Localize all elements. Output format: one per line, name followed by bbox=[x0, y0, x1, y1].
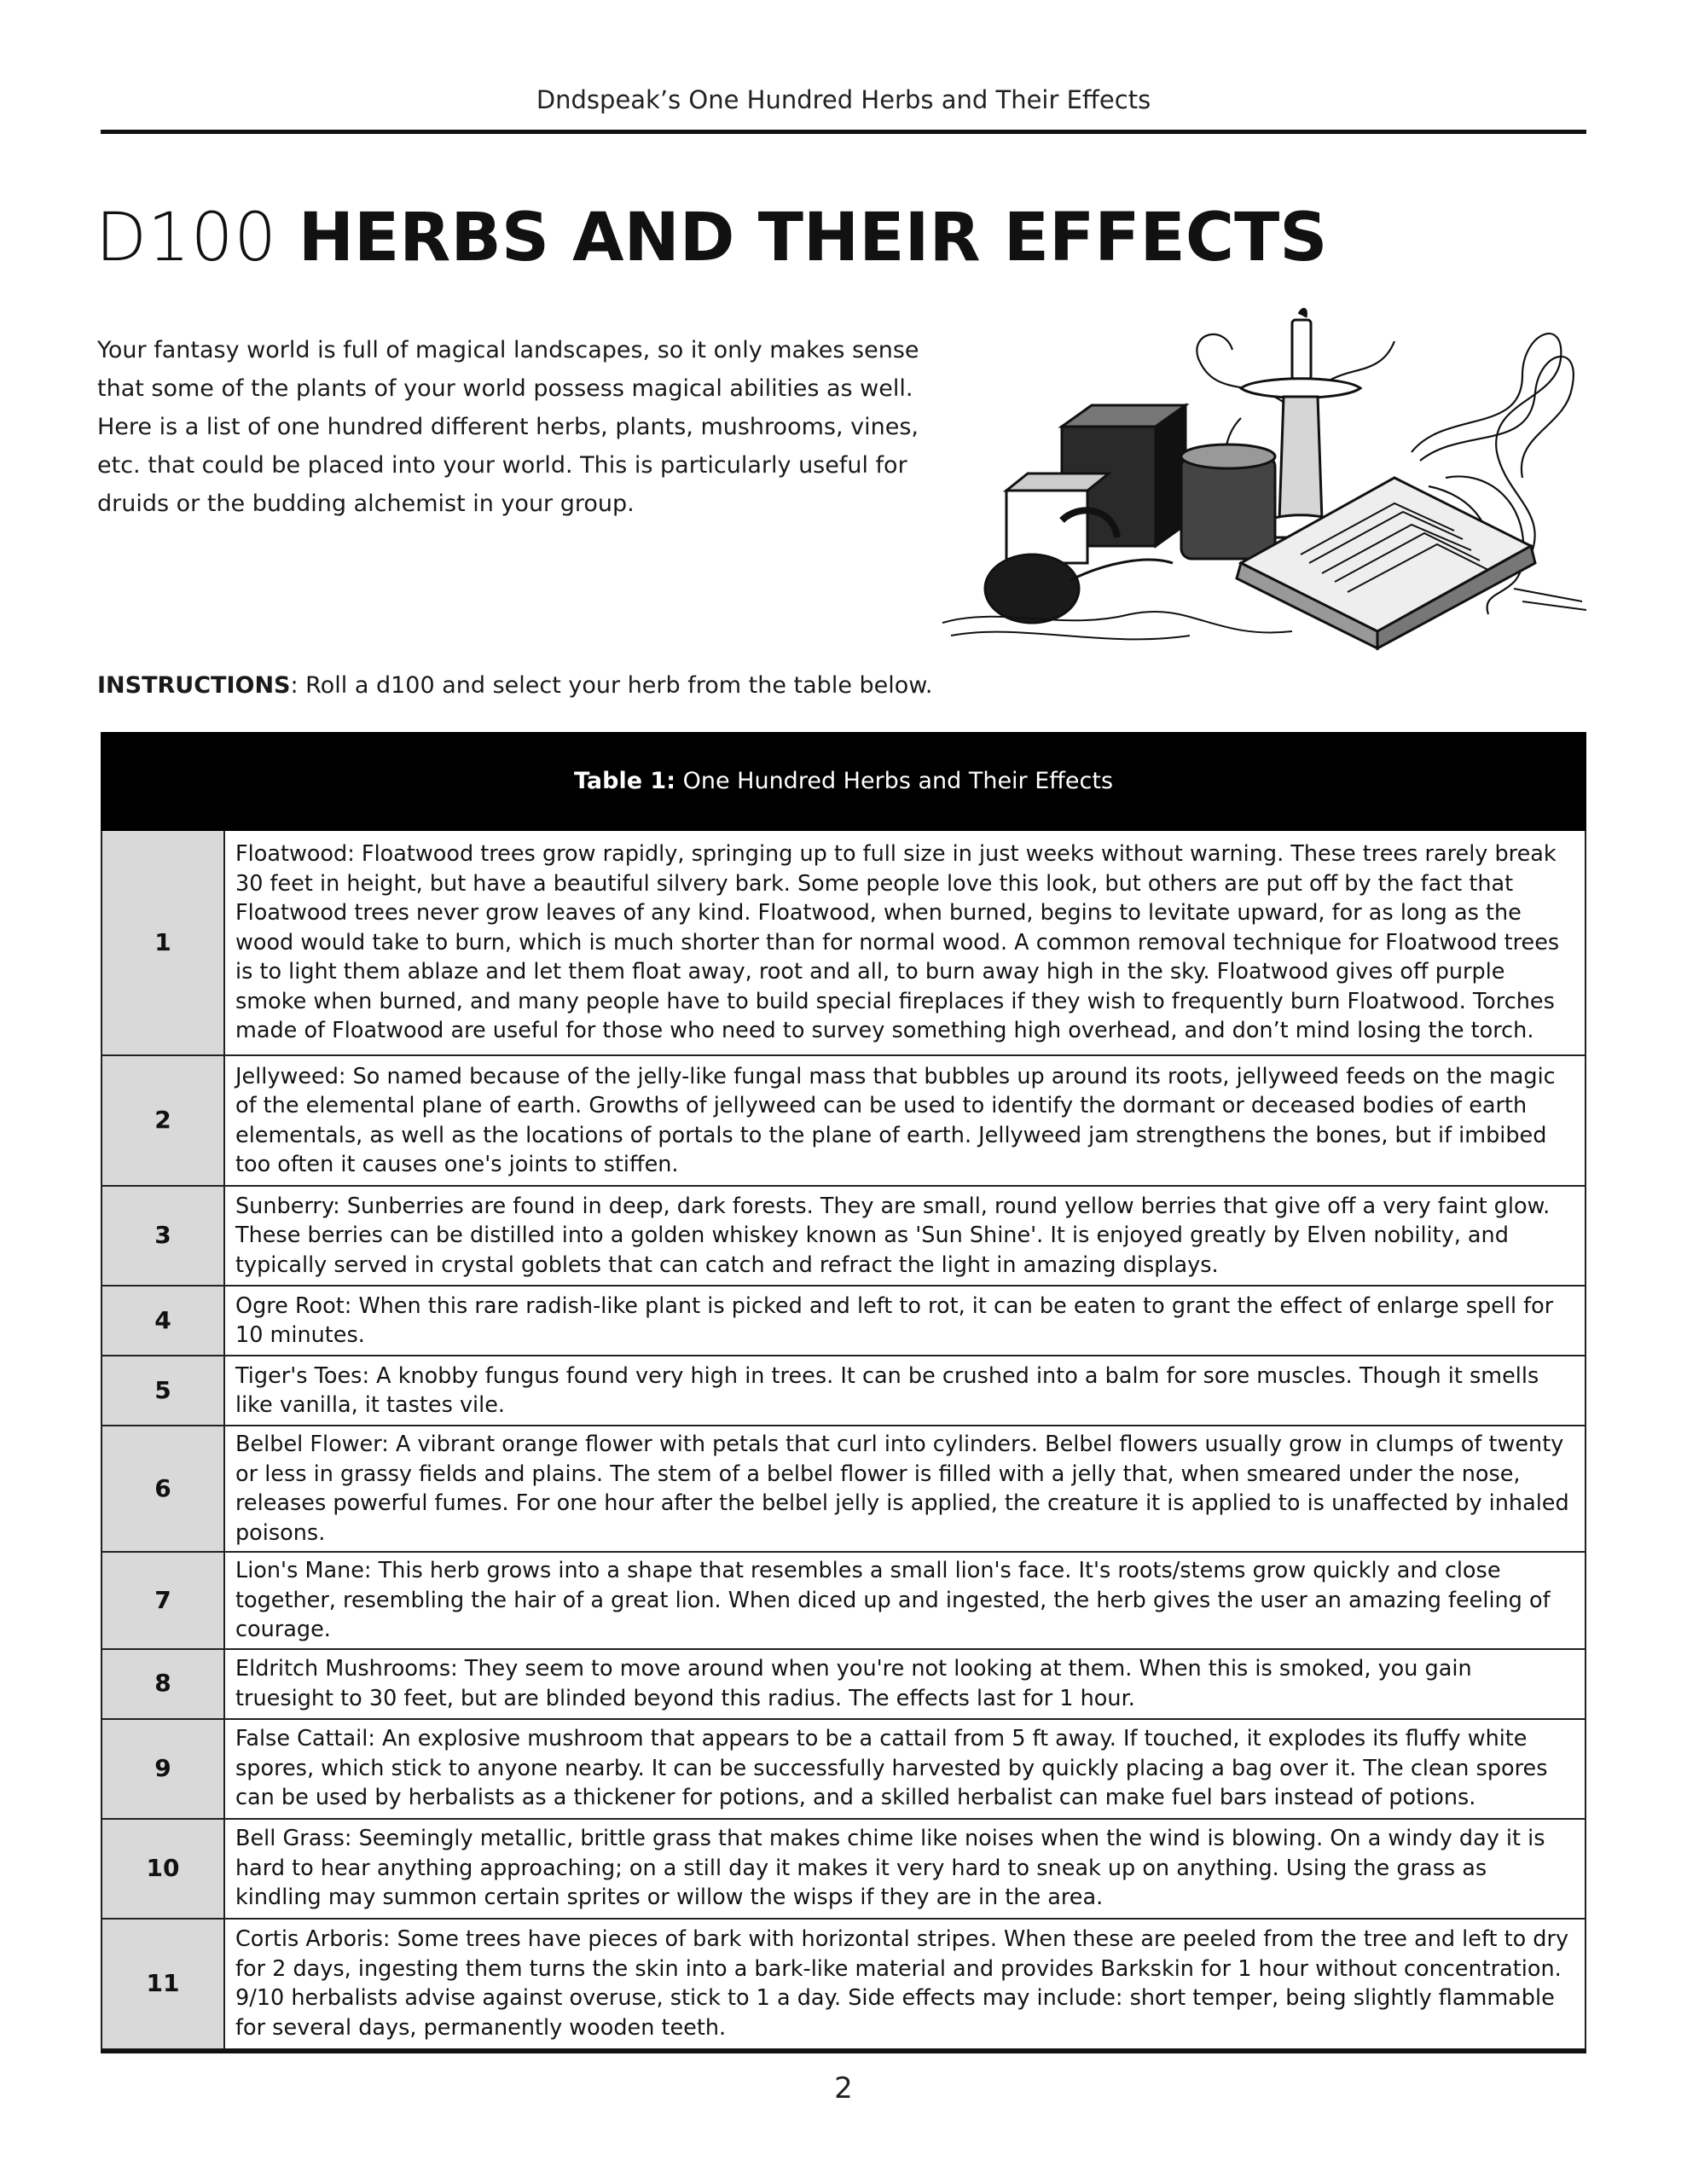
herb-description: Jellyweed: So named because of the jelly-like fungal mass that bubbles up around its roots, jellyweed feeds on the magic of the elemental plane of earth. Growths of jellyweed can be used to identify the dormant or deceased bodies of earth elementals, as well as the locations of portals to the plane of earth. Jellyweed jam strengthens the bones, but if imbibed too often it causes one's joints to stiffen. bbox=[224, 1055, 1586, 1186]
roll-number: 6 bbox=[101, 1426, 224, 1552]
herb-description: Ogre Root: When this rare radish-like plant is picked and left to rot, it can be eaten to grant the effect of enlarge spell for 10 minutes. bbox=[224, 1286, 1586, 1356]
table-row bbox=[101, 1356, 1586, 1426]
footer-rule bbox=[101, 2049, 1586, 2053]
table-row bbox=[101, 1055, 1586, 1186]
herb-description: Tiger's Toes: A knobby fungus found very high in trees. It can be crushed into a balm for sore muscles. Though it smells like vanilla, it tastes vile. bbox=[224, 1356, 1586, 1426]
table-header-row bbox=[101, 733, 1586, 830]
instructions-label: INSTRUCTIONS bbox=[97, 672, 291, 699]
table-row bbox=[101, 1919, 1586, 2049]
roll-number: 11 bbox=[101, 1919, 224, 2049]
intro-paragraph: Your fantasy world is full of magical landscapes, so it only makes sense that some of the plants of your world possess magical abilities as well. Here is a list of one hundred different herbs, plants, mushrooms, vines, etc. that could be placed into your world. This is particularly useful for druids or the budding alchemist in your group. bbox=[97, 337, 919, 517]
roll-number: 10 bbox=[101, 1819, 224, 1919]
roll-number: 8 bbox=[101, 1649, 224, 1719]
roll-number: 7 bbox=[101, 1552, 224, 1649]
herb-description: Bell Grass: Seemingly metallic, brittle grass that makes chime like noises when the wind is blowing. On a windy day it is hard to hear anything approaching; on a still day it makes it very hard to sneak up on anything. Using the grass as kindling may summon certain sprites or willow the wisps if they are in the area. bbox=[224, 1819, 1586, 1919]
table-row bbox=[101, 1719, 1586, 1819]
herb-description: Lion's Mane: This herb grows into a shape that resembles a small lion's face. It's roots/stems grow quickly and close together, resembling the hair of a great lion. When diced up and ingested, the herb gives the user an amazing feeling of courage. bbox=[224, 1552, 1586, 1649]
roll-number: 4 bbox=[101, 1286, 224, 1356]
table-caption-text: One Hundred Herbs and Their Effects bbox=[675, 767, 1114, 794]
herb-description: Cortis Arboris: Some trees have pieces of bark with horizontal stripes. When these are peeled from the tree and left to dry for 2 days, ingesting them turns the skin into a bark-like material and provides Barkskin for 1 hour without concentration. 9/10 herbalists advise against overuse, stick to 1 a day. Side effects may include: short temper, being slightly flammable for several days, permanently wooden teeth. bbox=[224, 1919, 1586, 2049]
instructions bbox=[97, 672, 932, 699]
page-title-main: HERBS AND THEIR EFFECTS bbox=[298, 200, 1328, 276]
roll-number: 5 bbox=[101, 1356, 224, 1426]
table-row bbox=[101, 830, 1586, 1055]
table-row bbox=[101, 1426, 1586, 1552]
herbs-table bbox=[101, 732, 1586, 2050]
page-title bbox=[96, 200, 1328, 276]
herb-description: Floatwood: Floatwood trees grow rapidly, springing up to full size in just weeks without warning. These trees rarely break 30 feet in height, but have a beautiful silvery bark. Some people love this look, but others are put off by the fact that Floatwood trees never grow leaves of any kind. Floatwood, when burned, begins to levitate upward, for as long as the wood would take to burn, which is much shorter than for normal wood. A common removal technique for Floatwood trees is to light them ablaze and let them float away, root and all, to burn away high in the sky. Floatwood gives off purple smoke when burned, and many people have to build special fireplaces if they wish to frequently burn Floatwood. Torches made of Floatwood are useful for those who need to survey something high overhead, and don’t mind losing the torch. bbox=[224, 830, 1586, 1055]
table-row bbox=[101, 1286, 1586, 1356]
running-header: Dndspeak’s One Hundred Herbs and Their Effects bbox=[536, 85, 1151, 114]
table-row bbox=[101, 1552, 1586, 1649]
header-rule bbox=[101, 130, 1586, 134]
instructions-text: : Roll a d100 and select your herb from the table below. bbox=[290, 672, 933, 699]
herb-description: False Cattail: An explosive mushroom that appears to be a cattail from 5 ft away. If touched, it explodes its fluffy white spores, which stick to anyone nearby. It can be successfully harvested by quickly placing a bag over it. The clean spores can be used by herbalists as a thickener for potions, and a skilled herbalist can make fuel bars instead of potions. bbox=[224, 1719, 1586, 1819]
table-caption-label: Table 1: bbox=[573, 767, 676, 794]
page-number: 2 bbox=[834, 2071, 853, 2106]
roll-number: 9 bbox=[101, 1719, 224, 1819]
page-title-prefix: D100 bbox=[96, 200, 277, 276]
table-row bbox=[101, 1819, 1586, 1919]
table-caption bbox=[101, 733, 1586, 830]
roll-number: 3 bbox=[101, 1186, 224, 1286]
roll-number: 2 bbox=[101, 1055, 224, 1186]
herb-description: Belbel Flower: A vibrant orange flower with petals that curl into cylinders. Belbel flowers usually grow in clumps of twenty or less in grassy fields and plains. The stem of a belbel flower is filled with a jelly that, when smeared under the nose, releases powerful fumes. For one hour after the belbel jelly is applied, the creature it is applied to is unaffected by inhaled poisons. bbox=[224, 1426, 1586, 1552]
candle-books-still-life-illustration bbox=[934, 307, 1591, 665]
herb-description: Eldritch Mushrooms: They seem to move around when you're not looking at them. When this is smoked, you gain truesight to 30 feet, but are blinded beyond this radius. The effects last for 1 hour. bbox=[224, 1649, 1586, 1719]
roll-number: 1 bbox=[101, 830, 224, 1055]
table-row bbox=[101, 1649, 1586, 1719]
herb-description: Sunberry: Sunberries are found in deep, dark forests. They are small, round yellow berries that give off a very faint glow. These berries can be distilled into a golden whiskey known as 'Sun Shine'. It is enjoyed greatly by Elven nobility, and typically served in crystal goblets that can catch and refract the light in amazing displays. bbox=[224, 1186, 1586, 1286]
table-row bbox=[101, 1186, 1586, 1286]
